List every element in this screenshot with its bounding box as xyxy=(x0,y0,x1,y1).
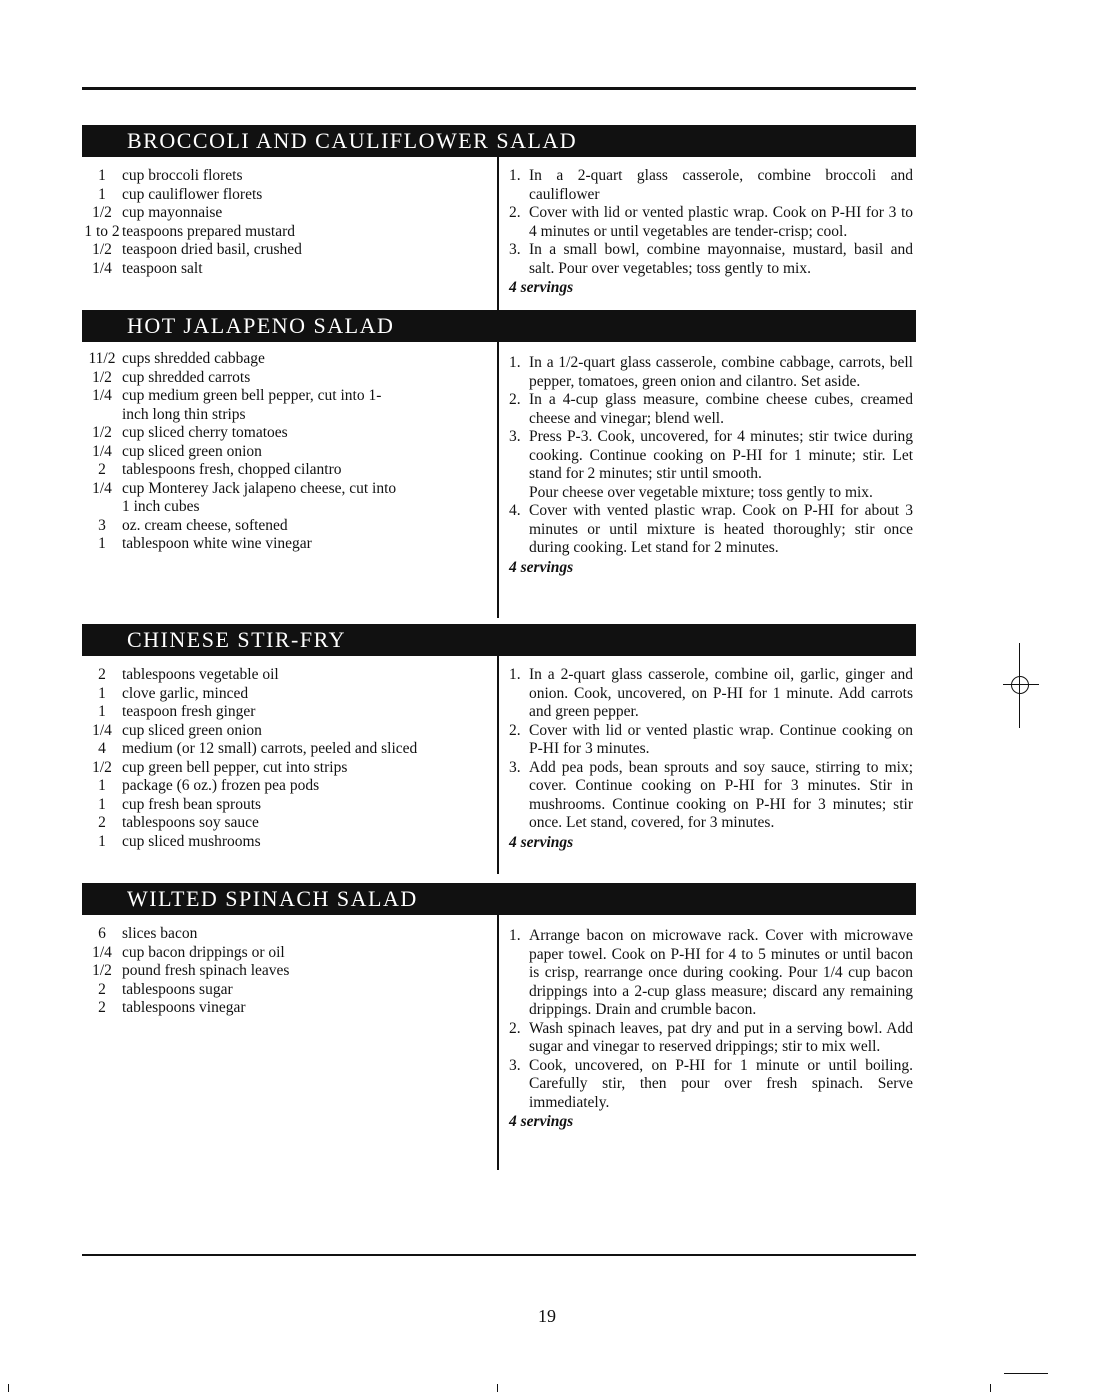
direction-step xyxy=(509,927,913,1020)
direction-step xyxy=(509,1057,913,1113)
ingredient-item xyxy=(82,925,492,944)
step-number: 3. xyxy=(509,758,521,776)
page-number: 19 xyxy=(538,1306,556,1326)
ingredient-item xyxy=(82,443,492,462)
ingredient-text: cup sliced cherry tomatoes xyxy=(122,424,288,441)
ingredient-text: cup shredded carrots xyxy=(122,368,251,386)
step-text: In a 2-quart glass casserole, combine broccoli and cauliflower xyxy=(529,167,913,203)
column-divider xyxy=(497,915,499,1170)
ingredient-quantity: 1 xyxy=(98,795,106,813)
recipe-chinese-stir-fry xyxy=(82,624,916,874)
step-number: 1. xyxy=(509,927,521,944)
ingredient-quantity: 1 xyxy=(98,703,106,720)
recipe-title: BROCCOLI AND CAULIFLOWER SALAD xyxy=(82,125,916,157)
crop-mark xyxy=(1004,1373,1048,1374)
direction-step xyxy=(509,722,913,759)
step-number: 2. xyxy=(509,391,521,408)
ingredient-text: tablespoons fresh, chopped cilantro xyxy=(122,461,342,478)
ingredient-item xyxy=(82,480,492,517)
ingredient-quantity: 6 xyxy=(98,925,106,942)
ingredient-quantity: 1/4 xyxy=(92,943,112,961)
directions-list xyxy=(509,167,913,298)
directions-list xyxy=(509,354,913,577)
ingredient-text: medium (or 12 small) carrots, peeled and sliced xyxy=(122,740,418,757)
step-number: 3. xyxy=(509,1056,521,1074)
ingredient-list xyxy=(82,167,492,278)
step-number: 2. xyxy=(509,1019,521,1037)
ingredient-quantity: 1/4 xyxy=(92,387,112,404)
ingredient-text: slices bacon xyxy=(122,925,198,942)
ingredient-text: package (6 oz.) frozen pea pods xyxy=(122,777,320,794)
ingredient-item xyxy=(82,387,492,424)
ingredient-text: pound fresh spinach leaves xyxy=(122,962,290,979)
step-text: Add pea pods, bean sprouts and soy sauce, stirring to mix; cover. Continue cooking on P-HI for 3 minutes. Stir in mushrooms. Continue cooking on P-HI for 3 minutes; stir once. Let stand, covered, for 3 minutes. xyxy=(529,758,913,831)
ingredient-item xyxy=(82,796,492,815)
column-divider xyxy=(497,656,499,874)
step-number: 1. xyxy=(509,167,521,184)
direction-step xyxy=(509,502,913,558)
ingredient-text: cup fresh bean sprouts xyxy=(122,795,262,813)
ingredient-quantity: 1 xyxy=(98,684,106,702)
step-text: Cook, uncovered, on P-HI for 1 minute or until boiling. Carefully stir, then pour over fresh spinach. Serve immediately. xyxy=(529,1056,913,1111)
step-number: 1. xyxy=(509,354,521,371)
column-divider xyxy=(497,342,499,618)
step-number: 3. xyxy=(509,428,521,445)
ingredient-quantity: 1 xyxy=(98,185,106,203)
recipe-hot-jalapeno-salad xyxy=(82,310,916,618)
ingredient-item xyxy=(82,350,492,369)
ingredient-quantity: 1/2 xyxy=(92,241,112,258)
ingredient-item xyxy=(82,535,492,554)
ingredient-item xyxy=(82,722,492,741)
ingredient-item xyxy=(82,369,492,388)
column-divider xyxy=(497,157,499,327)
ingredient-item xyxy=(82,944,492,963)
crop-tick-left xyxy=(8,1384,9,1392)
direction-step xyxy=(509,204,913,241)
ingredient-item xyxy=(82,461,492,480)
step-number: 4. xyxy=(509,502,521,519)
ingredient-text: cup sliced green onion xyxy=(122,442,262,460)
servings-label: 4 servings xyxy=(509,558,574,576)
step-text: Wash spinach leaves, pat dry and put in a serving bowl. Add sugar and vinegar to reserved drippings; stir to mix well. xyxy=(529,1019,913,1055)
ingredient-quantity: 2 xyxy=(98,999,106,1016)
ingredient-quantity: 1/2 xyxy=(92,424,112,441)
ingredient-item xyxy=(82,759,492,778)
ingredient-quantity: 1/2 xyxy=(92,368,112,386)
ingredient-list xyxy=(82,350,492,554)
ingredient-text: tablespoons soy sauce xyxy=(122,814,259,831)
step-text: Cover with vented plastic wrap. Cook on P-HI for about 3 minutes or until mixture is heated thoroughly; stir once during cooking. Let stand for 2 minutes. xyxy=(529,502,913,556)
step-number: 1. xyxy=(509,666,521,683)
ingredient-text: oz. cream cheese, softened xyxy=(122,516,288,534)
bottom-rule xyxy=(82,1254,916,1256)
ingredient-item xyxy=(82,703,492,722)
ingredient-text: teaspoon dried basil, crushed xyxy=(122,241,302,258)
ingredient-text: teaspoon fresh ginger xyxy=(122,703,256,720)
ingredient-text: cup cauliflower florets xyxy=(122,185,263,203)
directions-list xyxy=(509,927,913,1132)
direction-step xyxy=(509,167,913,204)
ingredient-item xyxy=(82,260,492,279)
ingredient-text: cup bacon drippings or oil xyxy=(122,943,285,961)
ingredient-text: teaspoon salt xyxy=(122,259,203,277)
ingredient-quantity: 1 xyxy=(98,535,106,552)
ingredient-quantity: 1/2 xyxy=(92,204,112,221)
ingredient-text: clove garlic, minced xyxy=(122,684,249,702)
ingredient-text: cup medium green bell pepper, cut into 1-inch long thin strips xyxy=(122,387,382,423)
servings-label: 4 servings xyxy=(509,833,574,851)
ingredient-text: cup green bell pepper, cut into strips xyxy=(122,758,348,776)
directions-list xyxy=(509,666,913,852)
step-text: Arrange bacon on microwave rack. Cover with microwave paper towel. Cook on P-HI for 4 to 5 minutes or until bacon is crisp, rearrange once during cooking. Pour 1/4 cup bacon drippings into a 2-cup glass measure; discard any remaining drippings. Drain and crumble bacon. xyxy=(529,927,913,1018)
ingredient-quantity: 1 xyxy=(98,777,106,794)
recipe-title: CHINESE STIR-FRY xyxy=(82,624,916,656)
ingredient-item xyxy=(82,204,492,223)
ingredient-quantity: 1 to 2 xyxy=(84,222,120,240)
ingredient-text: tablespoons sugar xyxy=(122,980,233,998)
ingredient-item xyxy=(82,999,492,1018)
crop-tick-center xyxy=(497,1384,498,1392)
direction-step xyxy=(509,241,913,278)
recipe-broccoli-cauliflower-salad xyxy=(82,125,916,327)
ingredient-item xyxy=(82,223,492,242)
ingredient-item xyxy=(82,777,492,796)
direction-step xyxy=(509,428,913,484)
ingredient-text: tablespoons vinegar xyxy=(122,999,246,1016)
direction-step xyxy=(509,354,913,391)
servings-label: 4 servings xyxy=(509,1113,574,1130)
ingredient-text: tablespoons vegetable oil xyxy=(122,666,279,683)
crop-tick-right xyxy=(990,1384,991,1392)
ingredient-quantity: 1/4 xyxy=(92,721,112,739)
recipe-title: WILTED SPINACH SALAD xyxy=(82,883,916,915)
ingredient-quantity: 1/2 xyxy=(92,758,112,776)
direction-step xyxy=(509,391,913,428)
ingredient-text: cup sliced green onion xyxy=(122,721,262,739)
registration-mark-circle xyxy=(1011,676,1029,694)
direction-step xyxy=(509,1020,913,1057)
direction-note: Pour cheese over vegetable mixture; toss gently to mix. xyxy=(529,483,873,501)
ingredient-text: teaspoons prepared mustard xyxy=(122,222,296,240)
ingredient-quantity: 2 xyxy=(98,461,106,478)
ingredient-quantity: 1/4 xyxy=(92,259,112,277)
step-text: In a 1/2-quart glass casserole, combine cabbage, carrots, bell pepper, tomatoes, green onion and cilantro. Set aside. xyxy=(529,354,913,390)
ingredient-item xyxy=(82,186,492,205)
ingredient-quantity: 1 xyxy=(98,167,106,184)
ingredient-quantity: 1 xyxy=(98,832,106,850)
ingredient-text: tablespoon white wine vinegar xyxy=(122,535,312,552)
step-text: In a small bowl, combine mayonnaise, mustard, basil and salt. Pour over vegetables; toss gently to mix. xyxy=(529,241,913,277)
ingredient-item xyxy=(82,962,492,981)
recipe-title: HOT JALAPENO SALAD xyxy=(82,310,916,342)
step-number: 2. xyxy=(509,204,521,221)
ingredient-list xyxy=(82,925,492,1018)
ingredient-quantity: 2 xyxy=(98,666,106,683)
step-text: Press P-3. Cook, uncovered, for 4 minutes; stir twice during cooking. Continue cooking on P-HI for 1 minute; stir. Let stand for 2 minutes; stir until smooth. xyxy=(529,428,913,482)
ingredient-item xyxy=(82,833,492,852)
ingredient-text: cup mayonnaise xyxy=(122,204,223,221)
ingredient-quantity: 4 xyxy=(98,740,106,757)
step-text: In a 4-cup glass measure, combine cheese cubes, creamed cheese and vinegar; blend well. xyxy=(529,391,913,427)
ingredient-item xyxy=(82,981,492,1000)
ingredient-item xyxy=(82,424,492,443)
direction-step xyxy=(509,666,913,722)
step-text: Cover with lid or vented plastic wrap. Continue cooking on P-HI for 3 minutes. xyxy=(529,721,913,757)
ingredient-quantity: 1/4 xyxy=(92,442,112,460)
ingredient-quantity: 2 xyxy=(98,980,106,998)
step-text: Cover with lid or vented plastic wrap. Cook on P-HI for 3 to 4 minutes or until vegetables are tender-crisp; cool. xyxy=(529,204,913,240)
top-rule xyxy=(82,87,916,90)
servings-label: 4 servings xyxy=(509,279,574,296)
ingredient-list xyxy=(82,666,492,851)
ingredient-quantity: 3 xyxy=(98,516,106,534)
step-text: In a 2-quart glass casserole, combine oil, garlic, ginger and onion. Cook, uncovered, on P-HI for 1 minute. Add carrots and green pepper. xyxy=(529,666,913,720)
ingredient-quantity: 2 xyxy=(98,814,106,831)
ingredient-text: cup sliced mushrooms xyxy=(122,832,261,850)
ingredient-item xyxy=(82,167,492,186)
recipe-wilted-spinach-salad xyxy=(82,883,916,1170)
ingredient-quantity: 1/4 xyxy=(92,479,112,497)
ingredient-text: cup broccoli florets xyxy=(122,167,243,184)
ingredient-text: cups shredded cabbage xyxy=(122,350,265,367)
ingredient-item xyxy=(82,814,492,833)
ingredient-quantity: 1/2 xyxy=(92,962,112,979)
ingredient-item xyxy=(82,241,492,260)
step-number: 3. xyxy=(509,241,521,258)
ingredient-item xyxy=(82,517,492,536)
ingredient-item xyxy=(82,666,492,685)
ingredient-item xyxy=(82,685,492,704)
ingredient-item xyxy=(82,740,492,759)
ingredient-quantity: 11/2 xyxy=(88,350,116,367)
step-number: 2. xyxy=(509,721,521,739)
direction-step xyxy=(509,759,913,833)
ingredient-text: cup Monterey Jack jalapeno cheese, cut into 1 inch cubes xyxy=(122,479,397,515)
